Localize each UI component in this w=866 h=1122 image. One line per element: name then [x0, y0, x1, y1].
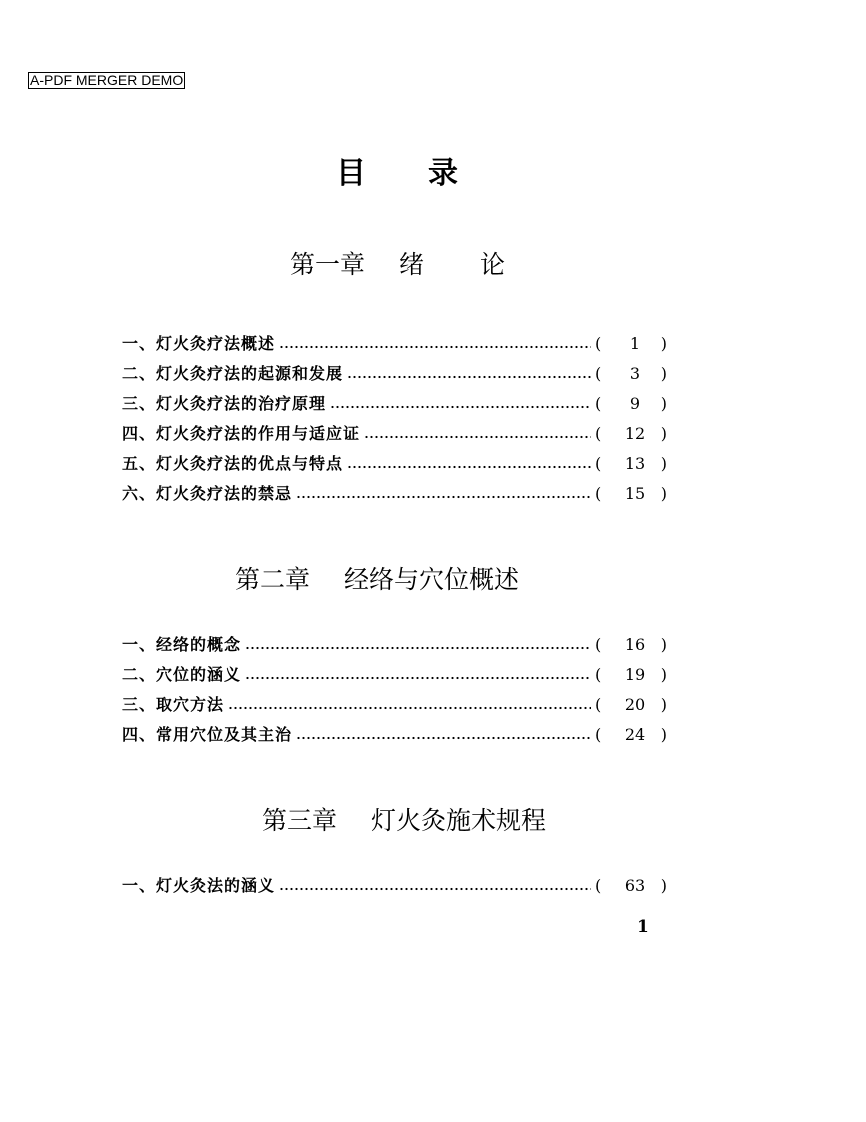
page-number: 1 — [637, 917, 649, 937]
close-paren: ) — [660, 364, 667, 383]
leader-dots — [228, 693, 591, 717]
title-char: 录 — [428, 156, 458, 191]
open-paren: ( — [595, 876, 602, 895]
toc-entry-label: 二、灯火灸疗法的起源和发展 — [122, 364, 344, 383]
toc-entry-label: 一、灯火灸法的涵义 — [122, 876, 276, 895]
chapter-name-part: 论 — [480, 250, 506, 279]
leader-dots — [296, 482, 591, 506]
open-paren: ( — [595, 394, 602, 413]
toc-entry-label: 四、常用穴位及其主治 — [122, 725, 293, 744]
leader-dots — [245, 633, 591, 657]
toc-entry-page: 20 — [624, 695, 646, 714]
close-paren: ) — [660, 876, 667, 895]
toc-entry[interactable] — [122, 452, 667, 476]
toc-entry-page: 3 — [629, 364, 641, 383]
toc-entry-label: 三、灯火灸疗法的治疗原理 — [122, 394, 327, 413]
leader-dots — [330, 392, 591, 416]
toc-entry-label: 六、灯火灸疗法的禁忌 — [122, 484, 293, 503]
toc-entry-page: 12 — [624, 424, 646, 443]
toc-entry-page: 63 — [624, 876, 646, 895]
toc-entry-label: 四、灯火灸疗法的作用与适应证 — [122, 424, 361, 443]
toc-entry[interactable] — [122, 663, 667, 687]
open-paren: ( — [595, 454, 602, 473]
chapter-number: 第二章 — [235, 565, 311, 594]
chapter-name: 灯火灸施术规程 — [371, 806, 547, 835]
chapter-name: 经络与穴位概述 — [344, 565, 520, 594]
close-paren: ) — [660, 695, 667, 714]
open-paren: ( — [595, 635, 602, 654]
open-paren: ( — [595, 665, 602, 684]
toc-entry-label: 一、灯火灸疗法概述 — [122, 334, 276, 353]
toc-entry-page: 15 — [624, 484, 646, 503]
chapter-number: 第三章 — [262, 806, 338, 835]
close-paren: ) — [660, 725, 667, 744]
leader-dots — [279, 874, 591, 898]
toc-entry-page: 9 — [629, 394, 641, 413]
watermark-label: A-PDF MERGER DEMO — [30, 72, 184, 88]
toc-entry-page: 24 — [624, 725, 646, 744]
title-char: 目 — [336, 156, 366, 191]
close-paren: ) — [660, 334, 667, 353]
toc-entry-page: 13 — [624, 454, 646, 473]
leader-dots — [279, 332, 591, 356]
toc-entry[interactable] — [122, 332, 667, 356]
chapter-3-heading — [262, 805, 546, 837]
chapter-1-heading — [290, 249, 505, 281]
toc-entry[interactable] — [122, 723, 667, 747]
close-paren: ) — [660, 424, 667, 443]
toc-entry[interactable] — [122, 693, 667, 717]
open-paren: ( — [595, 364, 602, 383]
open-paren: ( — [595, 484, 602, 503]
leader-dots — [347, 362, 591, 386]
page-title — [336, 156, 458, 192]
leader-dots — [364, 422, 591, 446]
close-paren: ) — [660, 394, 667, 413]
chapter-2-heading — [235, 564, 519, 596]
toc-entry-page: 19 — [624, 665, 646, 684]
open-paren: ( — [595, 725, 602, 744]
toc-entry[interactable] — [122, 633, 667, 657]
toc-entry[interactable] — [122, 482, 667, 506]
chapter-number: 第一章 — [290, 250, 366, 279]
toc-entry-label: 三、取穴方法 — [122, 695, 225, 714]
toc-entry-label: 二、穴位的涵义 — [122, 665, 242, 684]
toc-entry[interactable] — [122, 392, 667, 416]
leader-dots — [347, 452, 591, 476]
open-paren: ( — [595, 424, 602, 443]
chapter-name-part: 绪 — [399, 250, 425, 279]
toc-entry-label: 五、灯火灸疗法的优点与特点 — [122, 454, 344, 473]
toc-entry-label: 一、经络的概念 — [122, 635, 242, 654]
toc-entry-page: 16 — [624, 635, 646, 654]
toc-entry[interactable] — [122, 874, 667, 898]
leader-dots — [245, 663, 591, 687]
leader-dots — [296, 723, 591, 747]
close-paren: ) — [660, 635, 667, 654]
open-paren: ( — [595, 695, 602, 714]
toc-entry-page: 1 — [629, 334, 641, 353]
open-paren: ( — [595, 334, 602, 353]
close-paren: ) — [660, 484, 667, 503]
close-paren: ) — [660, 454, 667, 473]
toc-entry[interactable] — [122, 362, 667, 386]
toc-entry[interactable] — [122, 422, 667, 446]
close-paren: ) — [660, 665, 667, 684]
